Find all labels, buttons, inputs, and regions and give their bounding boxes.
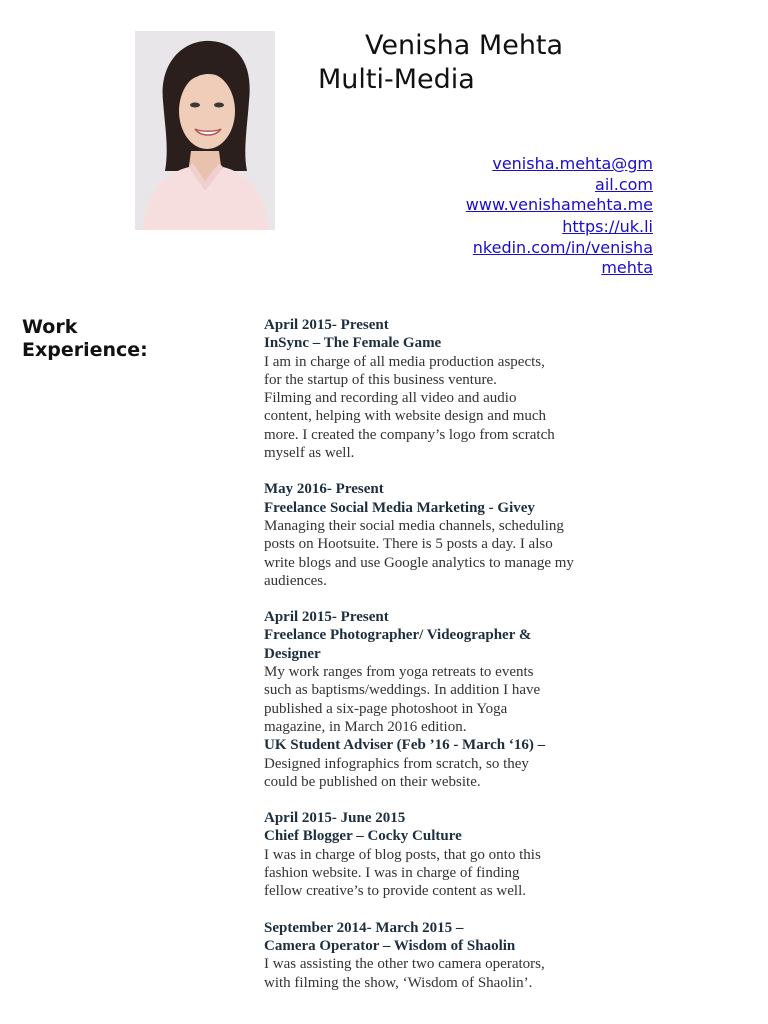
portrait-image <box>135 31 275 230</box>
section-heading-work-experience <box>22 316 148 362</box>
desc-line: content, helping with website design and much <box>264 408 547 425</box>
heading-line: Work <box>22 316 78 338</box>
linkedin-line: mehta <box>601 258 653 277</box>
job-description <box>264 663 644 736</box>
desc-line: My work ranges from yoga retreats to events <box>264 664 534 681</box>
job-entry <box>264 480 644 590</box>
job-entry <box>264 608 644 791</box>
job-entry <box>264 316 644 462</box>
desc-line: I was assisting the other two camera operators, <box>264 956 545 973</box>
desc-line: write blogs and use Google analytics to manage my <box>264 554 574 571</box>
work-experience-list <box>264 316 644 1010</box>
linkedin-line: nkedin.com/in/venisha <box>472 237 653 257</box>
desc-line: Managing their social media channels, scheduling <box>264 517 564 534</box>
job-title: Freelance Social Media Marketing - Givey <box>264 499 535 516</box>
job-title: Chief Blogger – Cocky Culture <box>264 828 462 845</box>
job-title: InSync – The Female Game <box>264 335 442 352</box>
email-line: ail.com <box>595 174 653 194</box>
job-description <box>264 517 644 590</box>
job-date: April 2015- June 2015 <box>264 810 406 827</box>
job-title-line: Freelance Photographer/ Videographer & <box>264 627 532 644</box>
desc-line: for the startup of this business venture. <box>264 371 497 388</box>
desc-line: posts on Hootsuite. There is 5 posts a day. I also <box>264 536 553 553</box>
desc-line: could be published on their website. <box>264 773 481 790</box>
profile-photo <box>135 31 275 230</box>
desc-line: fashion website. I was in charge of finding <box>264 865 520 882</box>
linkedin-line: https://uk.li <box>562 217 653 236</box>
job-date: May 2016- Present <box>264 481 384 498</box>
linkedin-link[interactable] <box>473 217 653 279</box>
job-title: Camera Operator – Wisdom of Shaolin <box>264 937 516 954</box>
desc-line: I am in charge of all media production aspects, <box>264 353 545 370</box>
desc-line: fellow creative’s to provide content as well. <box>264 883 526 900</box>
job-date: April 2015- Present <box>264 609 389 626</box>
job-description <box>264 955 644 992</box>
desc-line: such as baptisms/weddings. In addition I have <box>264 682 541 699</box>
desc-line: published a six-page photoshoot in Yoga <box>264 700 508 717</box>
desc-line: Filming and recording all video and audio <box>264 390 517 407</box>
job-date: September 2014- March 2015 – <box>264 919 464 936</box>
job-entry <box>264 919 644 992</box>
job-sub-description <box>264 755 644 792</box>
person-role: Multi-Media <box>318 64 475 95</box>
desc-line: with filming the show, ‘Wisdom of Shaolin’. <box>264 974 533 991</box>
person-name: Venisha Mehta <box>365 30 564 61</box>
desc-line: I was in charge of blog posts, that go onto this <box>264 846 541 863</box>
email-link[interactable] <box>492 154 653 195</box>
job-entry <box>264 809 644 900</box>
job-description <box>264 353 644 463</box>
desc-line: audiences. <box>264 572 327 589</box>
job-title-line: Designer <box>264 645 321 662</box>
website-link[interactable] <box>466 195 653 216</box>
website-text: www.venishamehta.me <box>465 195 653 214</box>
job-description <box>264 846 644 901</box>
job-title <box>264 626 644 663</box>
job-subtitle: UK Student Adviser (Feb ’16 - March ‘16) – <box>264 737 546 754</box>
job-date: April 2015- Present <box>264 317 389 333</box>
desc-line: more. I created the company’s logo from scratch <box>264 426 555 443</box>
heading-line: Experience: <box>22 339 148 361</box>
desc-line: myself as well. <box>264 445 355 462</box>
desc-line: magazine, in March 2016 edition. <box>264 718 467 735</box>
desc-line: Designed infographics from scratch, so they <box>264 755 529 772</box>
email-line: venisha.mehta@gm <box>492 154 653 173</box>
